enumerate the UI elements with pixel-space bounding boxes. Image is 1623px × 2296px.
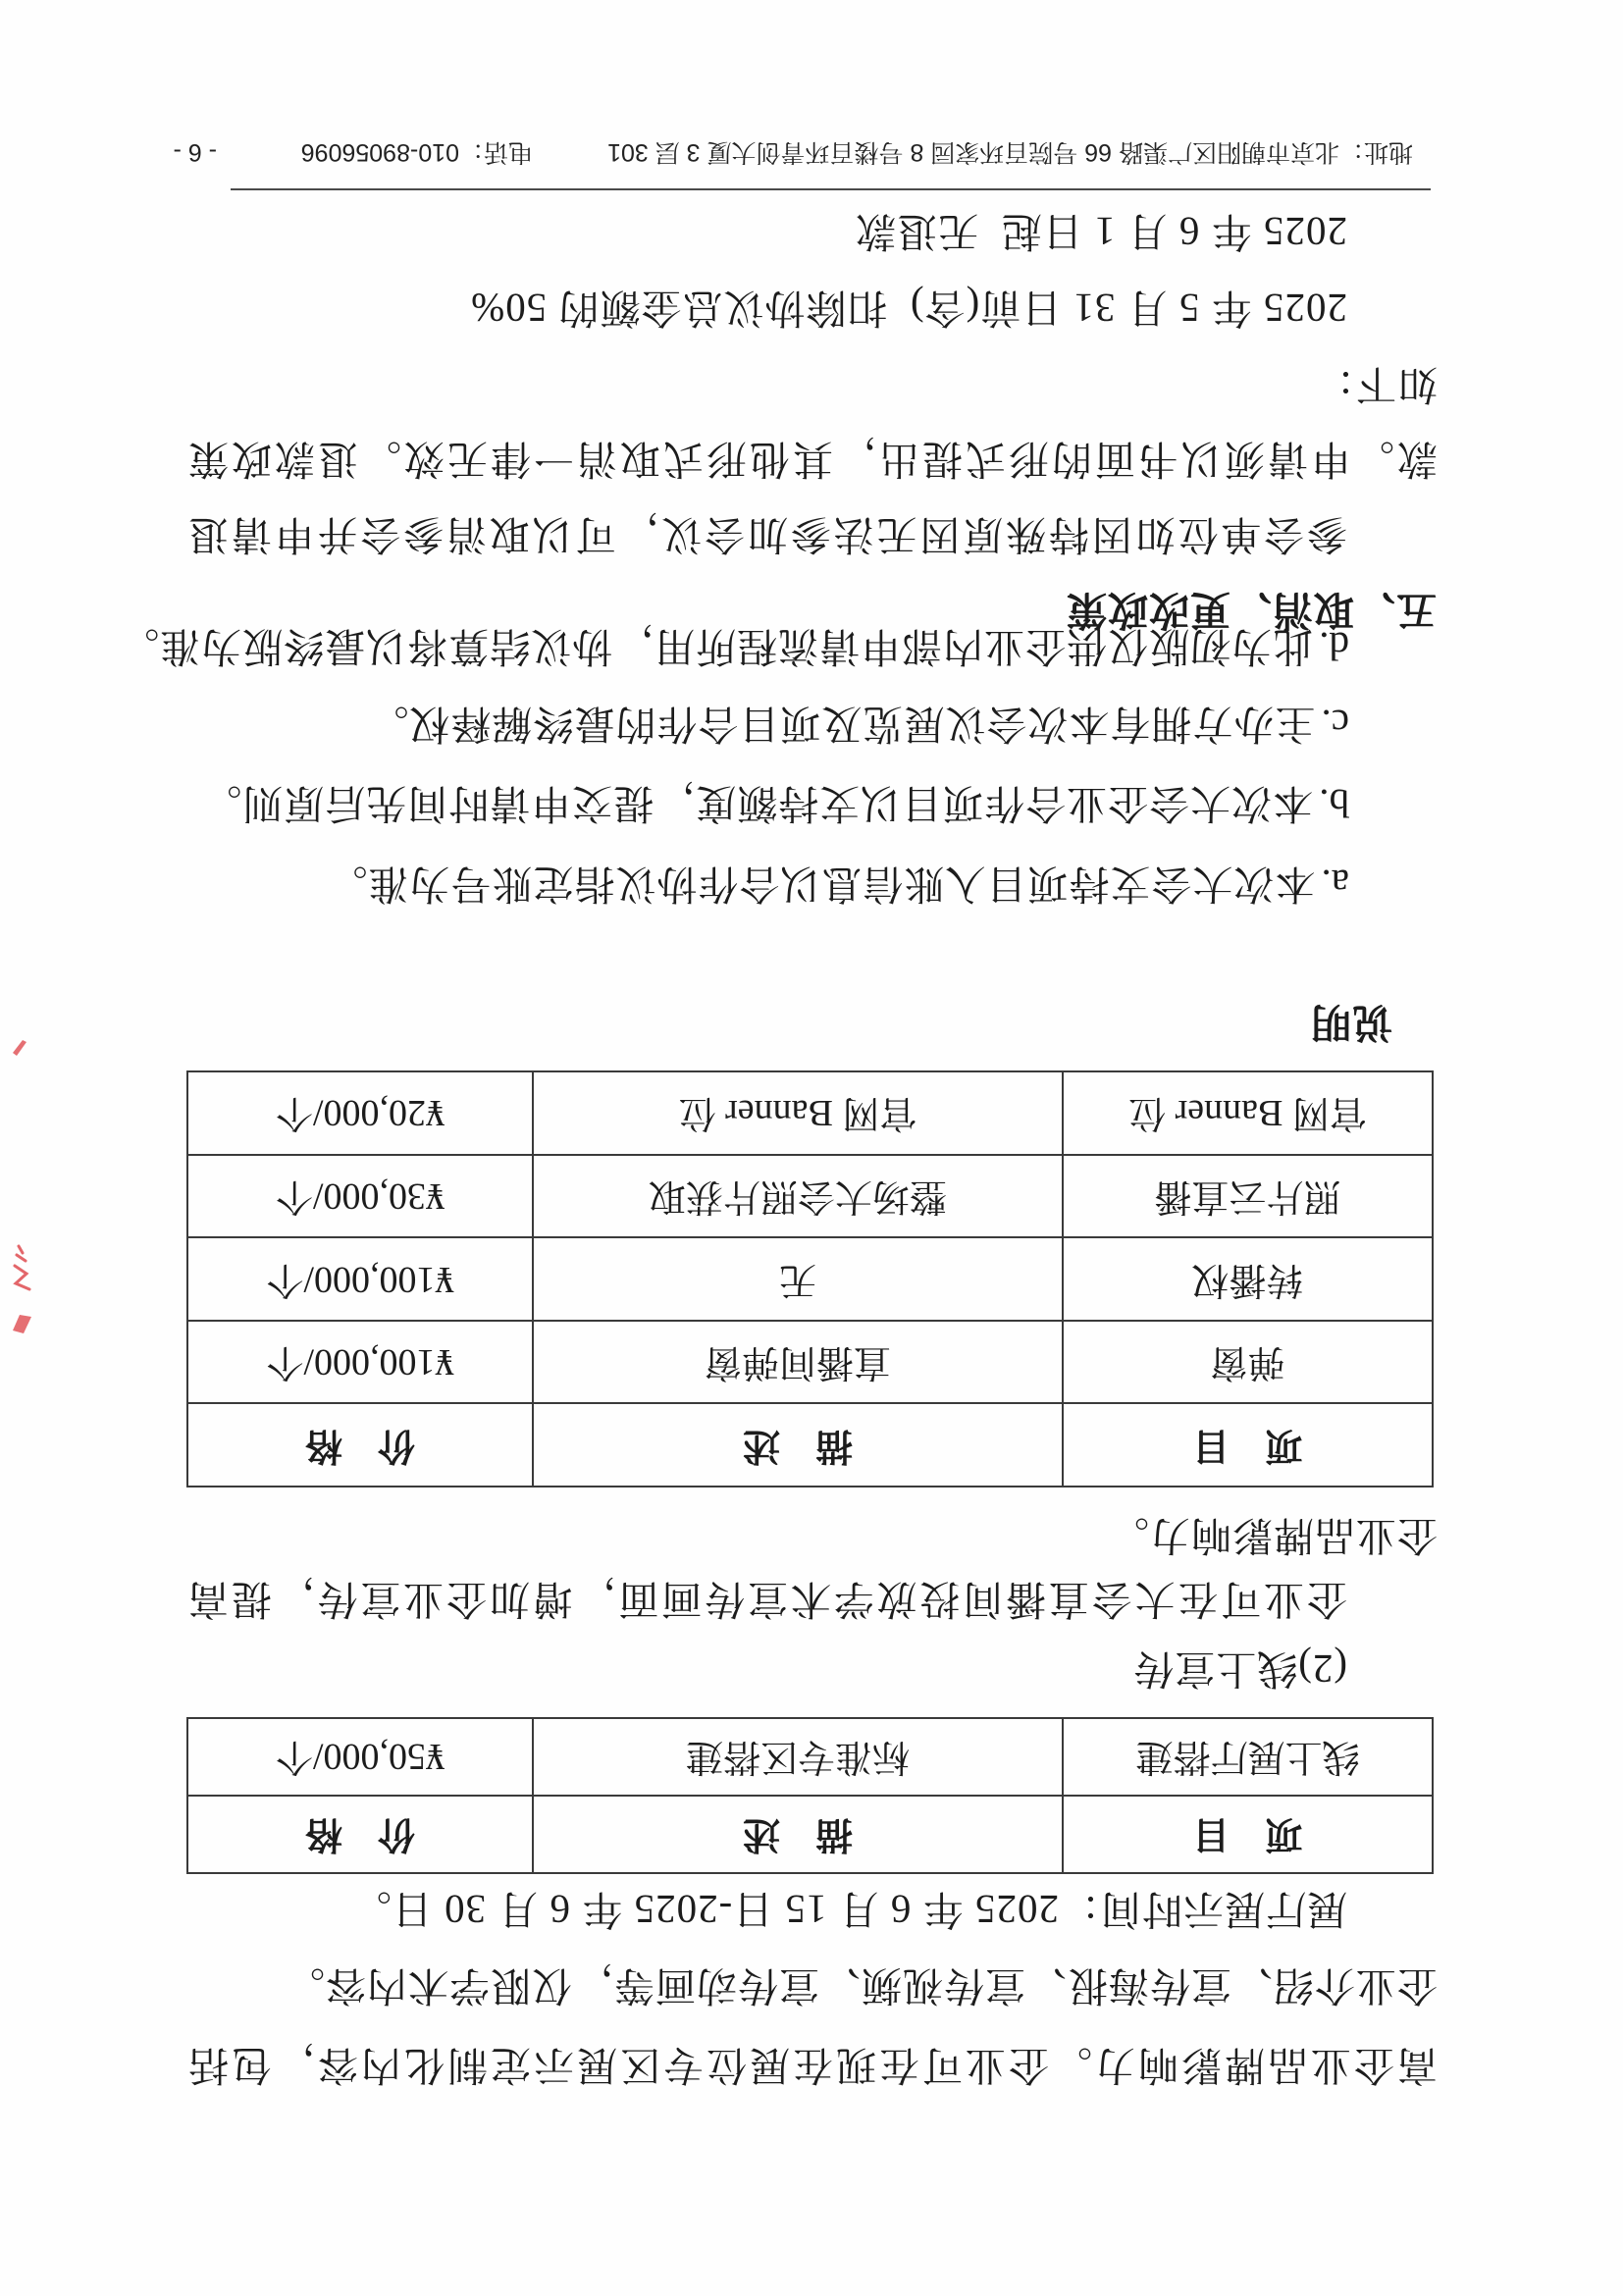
cell-description: 标准专区搭建 bbox=[533, 1718, 1063, 1796]
promotion-pricing-table bbox=[186, 1070, 1434, 1487]
cell-description: 无 bbox=[533, 1237, 1063, 1321]
cell-item: 线上展厅搭建 bbox=[1063, 1718, 1433, 1796]
cell-price: ¥20,000/个 bbox=[187, 1071, 533, 1155]
footer-phone: 电话：010-89056096 bbox=[300, 138, 533, 166]
footer-address: 地址：北京市朝阳区广渠路 66 号院百环家园 8 号楼百环青创大厦 3 层 301 bbox=[607, 138, 1413, 166]
cell-item: 转播权 bbox=[1063, 1237, 1433, 1321]
note-item bbox=[200, 781, 1393, 868]
cell-price: ¥100,000/个 bbox=[187, 1237, 533, 1321]
table-header-row bbox=[187, 1403, 1433, 1487]
cell-price: ¥30,000/个 bbox=[187, 1155, 533, 1238]
table-row bbox=[187, 1155, 1433, 1238]
paragraph-line: 如下： bbox=[1314, 362, 1438, 407]
header-item: 项 目 bbox=[1063, 1796, 1433, 1873]
cell-item: 照片云直播 bbox=[1063, 1155, 1433, 1238]
footer-divider bbox=[231, 188, 1431, 190]
note-item bbox=[118, 624, 1393, 711]
note-marker: b. bbox=[1319, 781, 1349, 826]
header-price: 价 格 bbox=[187, 1403, 533, 1487]
note-text: 本次大会支持项目入账信息以合作协议指定账号为准。 bbox=[326, 861, 1316, 907]
table-row bbox=[187, 1237, 1433, 1321]
cell-item: 官网 Banner 位 bbox=[1063, 1071, 1433, 1155]
subsection-title: (2)线上宣传 bbox=[1132, 1646, 1347, 1692]
refund-policy-item: 2025 年 5 月 31 日前(含) 扣除协议总金额的 50% bbox=[470, 286, 1347, 331]
table-row bbox=[187, 1718, 1433, 1796]
paragraph-line: 企业品牌影响力。 bbox=[1108, 1513, 1438, 1558]
seal-stamp-fragment-icon bbox=[0, 1020, 53, 1354]
note-marker: a. bbox=[1321, 861, 1349, 907]
notes-title: 说明 bbox=[1310, 1000, 1392, 1045]
paragraph-line: 企业可在大会直播间投放学术宣传画面，增加企业宣传，提高 bbox=[188, 1577, 1347, 1622]
note-item bbox=[367, 702, 1393, 789]
cell-description: 整场大会照片获取 bbox=[533, 1155, 1063, 1238]
table-row bbox=[187, 1321, 1433, 1404]
cell-price: ¥50,000/个 bbox=[187, 1718, 533, 1796]
cell-item: 弹窗 bbox=[1063, 1321, 1433, 1404]
exhibit-time-line: 展厅展示时间：2025 年 6 月 15 日-2025 年 6 月 30 日。 bbox=[349, 1887, 1347, 1932]
table-row bbox=[187, 1071, 1433, 1155]
header-item: 项 目 bbox=[1063, 1403, 1433, 1487]
header-price: 价 格 bbox=[187, 1796, 533, 1873]
exhibit-pricing-table bbox=[186, 1717, 1434, 1874]
section-heading: 五、取消、更改政策 bbox=[1066, 588, 1437, 633]
refund-policy-item: 2025 年 6 月 1 日起 无退款 bbox=[855, 209, 1347, 254]
paragraph-line: 参会单位如因特殊原因无法参加会议，可以取消参会并申请退 bbox=[188, 512, 1347, 557]
cell-description: 官网 Banner 位 bbox=[533, 1071, 1063, 1155]
cell-price: ¥100,000/个 bbox=[187, 1321, 533, 1404]
note-marker: d. bbox=[1319, 624, 1349, 669]
note-text: 主办方拥有本次会议展览及项目合作的最终解释权。 bbox=[367, 702, 1316, 747]
note-item bbox=[326, 861, 1393, 949]
paragraph-line: 高企业品牌影响力。企业可在现在展位专区展示定制化内容，包括 bbox=[188, 2043, 1438, 2088]
header-description: 描 述 bbox=[533, 1796, 1063, 1873]
table-header-row bbox=[187, 1796, 1433, 1873]
page-number: - 6 - bbox=[173, 138, 217, 166]
paragraph-line: 企业介绍、宣传海报、宣传视频、宣传动画等，仅限学术内容。 bbox=[284, 1963, 1438, 2009]
note-text: 本次大会企业合作项目以支持额度，提交申请时间先后原则。 bbox=[200, 781, 1314, 826]
header-description: 描 述 bbox=[533, 1403, 1063, 1487]
note-text: 此为初版仅供企业内部申请流程所用，协议结算将以最终版为准。 bbox=[118, 624, 1314, 669]
note-marker: c. bbox=[1321, 702, 1349, 747]
paragraph-line: 款。申请须以书面的形式提出，其他形式取消一律无效。退款政策 bbox=[188, 437, 1438, 482]
cell-description: 直播间弹窗 bbox=[533, 1321, 1063, 1404]
